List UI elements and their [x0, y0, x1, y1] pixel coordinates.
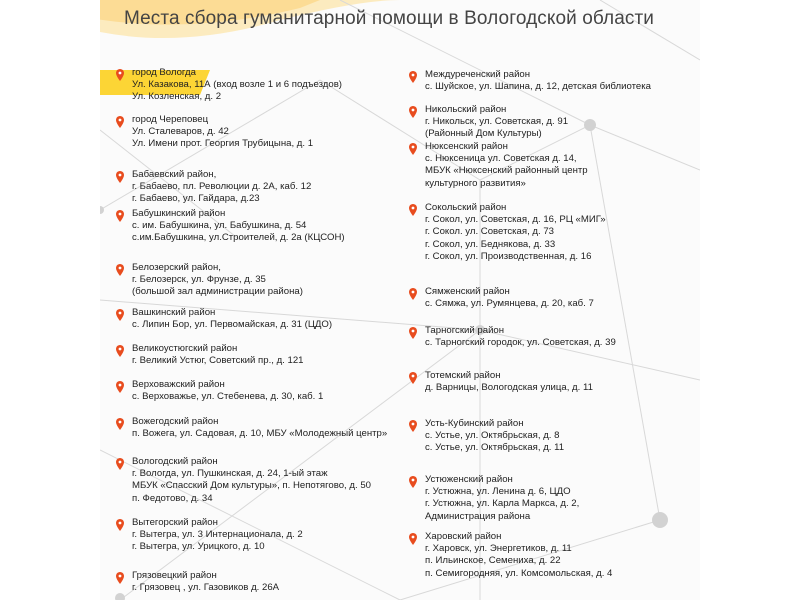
location-entry — [132, 379, 323, 403]
address-line: с. Устье, ул. Октябрьская, д. 11 — [425, 442, 565, 454]
location-pin-icon — [409, 326, 417, 338]
address-line: г. Устюжна, ул. Ленина д. 6, ЦДО — [425, 486, 571, 498]
address-line: г. Устюжна, ул. Карла Маркса, д. 2, — [425, 498, 580, 510]
address-line: Ул. Козленская, д. 2 — [132, 91, 222, 103]
district-name: Бабаевский район, — [132, 169, 217, 180]
location-pin-icon — [116, 457, 124, 469]
district-name: город Череповец — [132, 114, 209, 125]
location-entry — [132, 517, 303, 554]
address-line: д. Варницы, Вологодская улица, д. 11 — [425, 382, 593, 394]
location-pin-icon — [116, 308, 124, 320]
location-pin-icon — [409, 203, 417, 215]
location-entry — [132, 114, 313, 151]
district-name: город Вологда — [132, 67, 196, 78]
district-name: Грязовецкий район — [132, 570, 217, 581]
location-entry — [425, 202, 606, 263]
address-line: г. Великий Устюг, Советский пр., д. 121 — [132, 355, 304, 367]
location-entry — [425, 418, 564, 455]
address-line: г. Сокол, ул. Производственная, д. 16 — [425, 250, 592, 262]
location-entry — [425, 531, 612, 580]
district-name: Вашкинский район — [132, 307, 216, 318]
address-line: г. Вытегра, ул. Урицкого, д. 10 — [132, 541, 265, 553]
district-name: Харовский район — [425, 531, 502, 542]
location-entry — [425, 141, 588, 190]
address-line: МБУК «Спасский Дом культуры», п. Непотягово, д. 50 — [132, 480, 371, 492]
location-entry — [132, 456, 371, 505]
location-pin-icon — [409, 142, 417, 154]
location-pin-icon — [409, 419, 417, 431]
location-pin-icon — [116, 115, 124, 127]
address-line: (Районный Дом Культуры) — [425, 128, 542, 140]
address-line: г. Сокол, ул. Советская, д. 16, РЦ «МИГ» — [425, 214, 606, 226]
district-name: Сокольский район — [425, 202, 507, 213]
location-pin-icon — [116, 170, 124, 182]
location-pin-icon — [116, 344, 124, 356]
location-pin-icon — [116, 417, 124, 429]
location-pin-icon — [116, 209, 124, 221]
location-pin-icon — [409, 475, 417, 487]
location-entry — [132, 262, 303, 299]
location-pin-icon — [409, 532, 417, 544]
district-name: Сямженский район — [425, 286, 510, 297]
address-line: (большой зал администрации района) — [132, 286, 303, 298]
district-name: Белозерский район, — [132, 262, 221, 273]
district-name: Никольский район — [425, 104, 507, 115]
address-line: с. Тарногский городок, ул. Советская, д. 39 — [425, 337, 616, 349]
district-name: Устюженский район — [425, 474, 513, 485]
location-pin-icon — [116, 68, 124, 80]
location-entry — [425, 474, 579, 523]
address-line: с. Верховажье, ул. Стебенева, д. 30, каб. 1 — [132, 391, 324, 403]
location-entry — [425, 69, 651, 93]
address-line: Ул. Казакова, 11А (вход возле 1 и 6 подъездов) — [132, 79, 342, 91]
address-line: г. Вытегра, ул. 3 Интернационала, д. 2 — [132, 529, 303, 541]
location-pin-icon — [116, 263, 124, 275]
location-pin-icon — [409, 287, 417, 299]
address-line: Администрация района — [425, 510, 531, 522]
location-entry — [425, 286, 594, 310]
district-name: Усть-Кубинский район — [425, 418, 524, 429]
location-entry — [132, 208, 345, 245]
location-pin-icon — [116, 518, 124, 530]
address-line: г. Никольск, ул. Советская, д. 91 — [425, 116, 569, 128]
location-entry — [425, 325, 616, 349]
district-name: Тотемский район — [425, 370, 501, 381]
district-name: Тарногский район — [425, 325, 505, 336]
location-entry — [132, 67, 342, 104]
address-line: с. Нюксеница ул. Советская д. 14, — [425, 153, 577, 165]
district-name: Вожегодский район — [132, 416, 219, 427]
address-line: г. Белозерск, ул. Фрунзе, д. 35 — [132, 274, 266, 286]
address-line: Ул. Имени прот. Георгия Трубицына, д. 1 — [132, 138, 314, 150]
address-line: г. Сокол. ул. Советская, д. 73 — [425, 226, 555, 238]
address-line: г. Бабаево, ул. Гайдара, д.23 — [132, 193, 260, 205]
location-entry — [132, 570, 279, 594]
location-pin-icon — [116, 380, 124, 392]
address-line: с.им.Бабушкина, ул.Строителей, д. 2а (КЦСОН) — [132, 232, 345, 244]
location-pin-icon — [116, 571, 124, 583]
address-line: с. Сямжа, ул. Румянцева, д. 20, каб. 7 — [425, 298, 594, 310]
location-entry — [132, 343, 304, 367]
district-name: Верховажский район — [132, 379, 225, 390]
address-line: культурного развития» — [425, 177, 526, 189]
location-pin-icon — [409, 70, 417, 82]
district-name: Вытегорский район — [132, 517, 218, 528]
district-name: Бабушкинский район — [132, 208, 226, 219]
address-line: г. Грязовец , ул. Газовиков д. 26А — [132, 582, 280, 594]
page-title: Места сбора гуманитарной помощи в Вологодской области — [124, 8, 654, 29]
location-pin-icon — [409, 105, 417, 117]
address-line: г. Сокол, ул. Беднякова, д. 33 — [425, 238, 556, 250]
district-name: Нюксенский район — [425, 141, 508, 152]
address-line: п. Ильинское, Семениха, д. 22 — [425, 555, 561, 567]
address-line: п. Семигородняя, ул. Комсомольская, д. 4 — [425, 567, 613, 579]
location-pin-icon — [409, 371, 417, 383]
address-line: г. Вологда, ул. Пушкинская, д. 24, 1-ый этаж — [132, 468, 328, 480]
address-line: с. им. Бабушкина, ул. Бабушкина, д. 54 — [132, 220, 307, 232]
address-line: с. Липин Бор, ул. Первомайская, д. 31 (ЦДО) — [132, 319, 333, 331]
location-entry — [132, 307, 332, 331]
address-line: п. Вожега, ул. Садовая, д. 10, МБУ «Молодежный центр» — [132, 428, 388, 440]
address-line: с. Шуйское, ул. Шапина, д. 12, детская библиотека — [425, 81, 651, 93]
address-line: п. Федотово, д. 34 — [132, 492, 213, 504]
address-line: г. Бабаево, пл. Революции д. 2А, каб. 12 — [132, 181, 312, 193]
district-name: Междуреченский район — [425, 69, 531, 80]
location-entry — [425, 104, 568, 141]
address-line: г. Харовск, ул. Энергетиков, д. 11 — [425, 543, 572, 555]
location-entry — [425, 370, 593, 394]
district-name: Вологодский район — [132, 456, 218, 467]
address-line: Ул. Сталеваров, д. 42 — [132, 126, 229, 138]
location-entry — [132, 169, 311, 206]
location-entry — [132, 416, 387, 440]
address-line: с. Устье, ул. Октябрьская, д. 8 — [425, 430, 560, 442]
district-name: Великоустюгский район — [132, 343, 238, 354]
address-line: МБУК «Нюксенский районный центр — [425, 165, 588, 177]
